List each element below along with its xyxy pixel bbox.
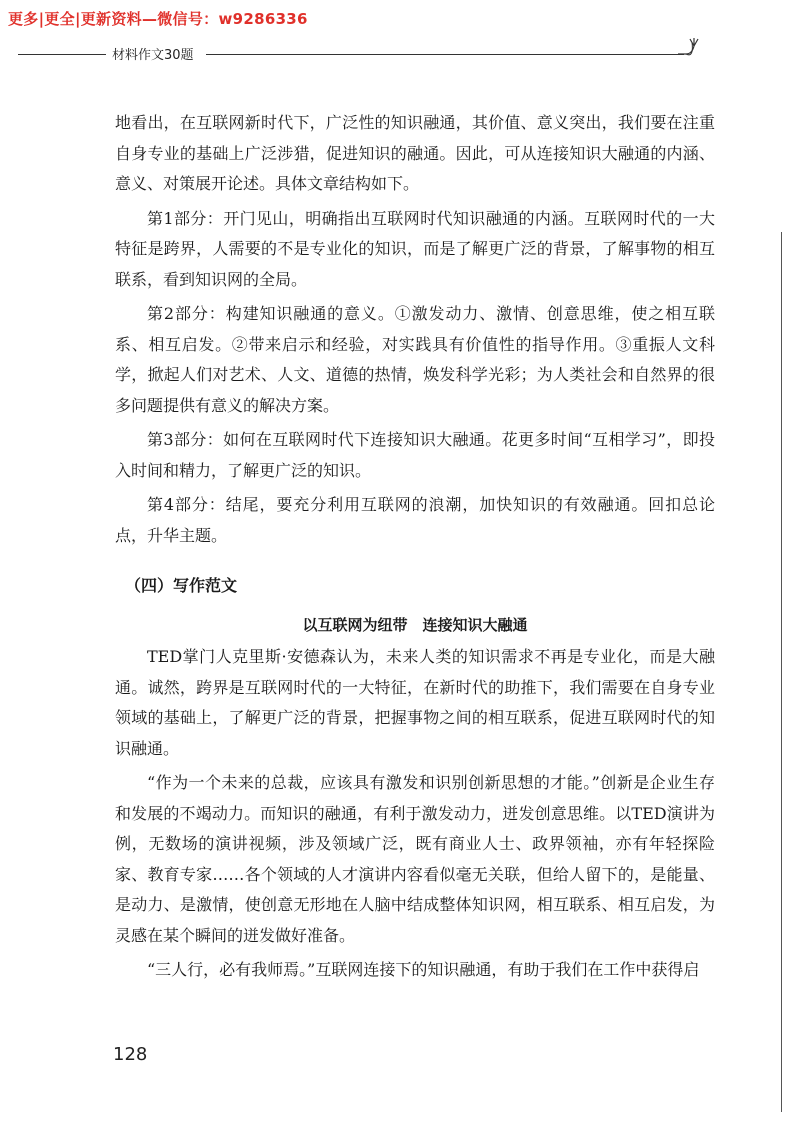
body-paragraph: 第2部分：构建知识融通的意义。①激发动力、激情、创意思维，使之相互联系、相互启发。②带来启示和经验，对实践具有价值性的指导作用。③重振人文科学，掀起人们对艺术、人文、道德的热情，焕发科学光彩；为人类社会和自然界的很多问题提供有意义的解决方案。 xyxy=(115,304,715,415)
section-heading: （四）写作范文 xyxy=(125,576,238,595)
running-header-title: 材料作文30题 xyxy=(112,48,194,63)
header-rule-left xyxy=(18,54,106,55)
header-ornament-icon xyxy=(676,36,712,62)
essay-paragraph: “三人行，必有我师焉。”互联网连接下的知识融通，有助于我们在工作中获得启 xyxy=(147,960,700,979)
page-edge-rule xyxy=(781,232,782,1112)
watermark-banner: 更多|更全|更新资料—微信号：w9286336 xyxy=(8,10,308,28)
body-paragraph: 第1部分：开门见山，明确指出互联网时代知识融通的内涵。互联网时代的一大特征是跨界，人需要的不是专业化的知识，而是了解更广泛的背景，了解事物的相互联系，看到知识网的全局。 xyxy=(115,208,715,289)
page-body xyxy=(115,108,715,990)
body-paragraph: 第3部分：如何在互联网时代下连接知识大融通。花更多时间“互相学习”，即投入时间和精力，了解更广泛的知识。 xyxy=(115,430,715,480)
page-number: 128 xyxy=(113,1044,148,1065)
body-paragraph: 第4部分：结尾，要充分利用互联网的浪潮，加快知识的有效融通。回扣总论点，升华主题。 xyxy=(115,495,715,545)
essay-title: 以互联网为纽带 连接知识大融通 xyxy=(302,615,528,634)
essay-paragraph: “作为一个未来的总裁，应该具有激发和识别创新思想的才能。”创新是企业生存和发展的不竭动力。而知识的融通，有利于激发动力，迸发创意思维。以TED演讲为例，无数场的演讲视频，涉及领域广泛，既有商业人士、政界领袖，亦有年轻探险家、教育专家……各个领域的人才演讲内容看似毫无关联，但给人留下的，是能量、是动力、是激情，使创意无形地在人脑中结成整体知识网，相互联系、相互启发，为灵感在某个瞬间的迸发做好准备。 xyxy=(115,773,715,945)
header-rule-right xyxy=(206,54,684,55)
essay-paragraph: TED掌门人克里斯·安德森认为，未来人类的知识需求不再是专业化，而是大融通。诚然，跨界是互联网时代的一大特征，在新时代的助推下，我们需要在自身专业领域的基础上，了解更广泛的背景，把握事物之间的相互联系，促进互联网时代的知识融通。 xyxy=(115,647,715,758)
body-paragraph: 地看出，在互联网新时代下，广泛性的知识融通，其价值、意义突出，我们要在注重自身专业的基础上广泛涉猎，促进知识的融通。因此，可从连接知识大融通的内涵、意义、对策展开论述。具体文章结构如下。 xyxy=(115,113,715,193)
